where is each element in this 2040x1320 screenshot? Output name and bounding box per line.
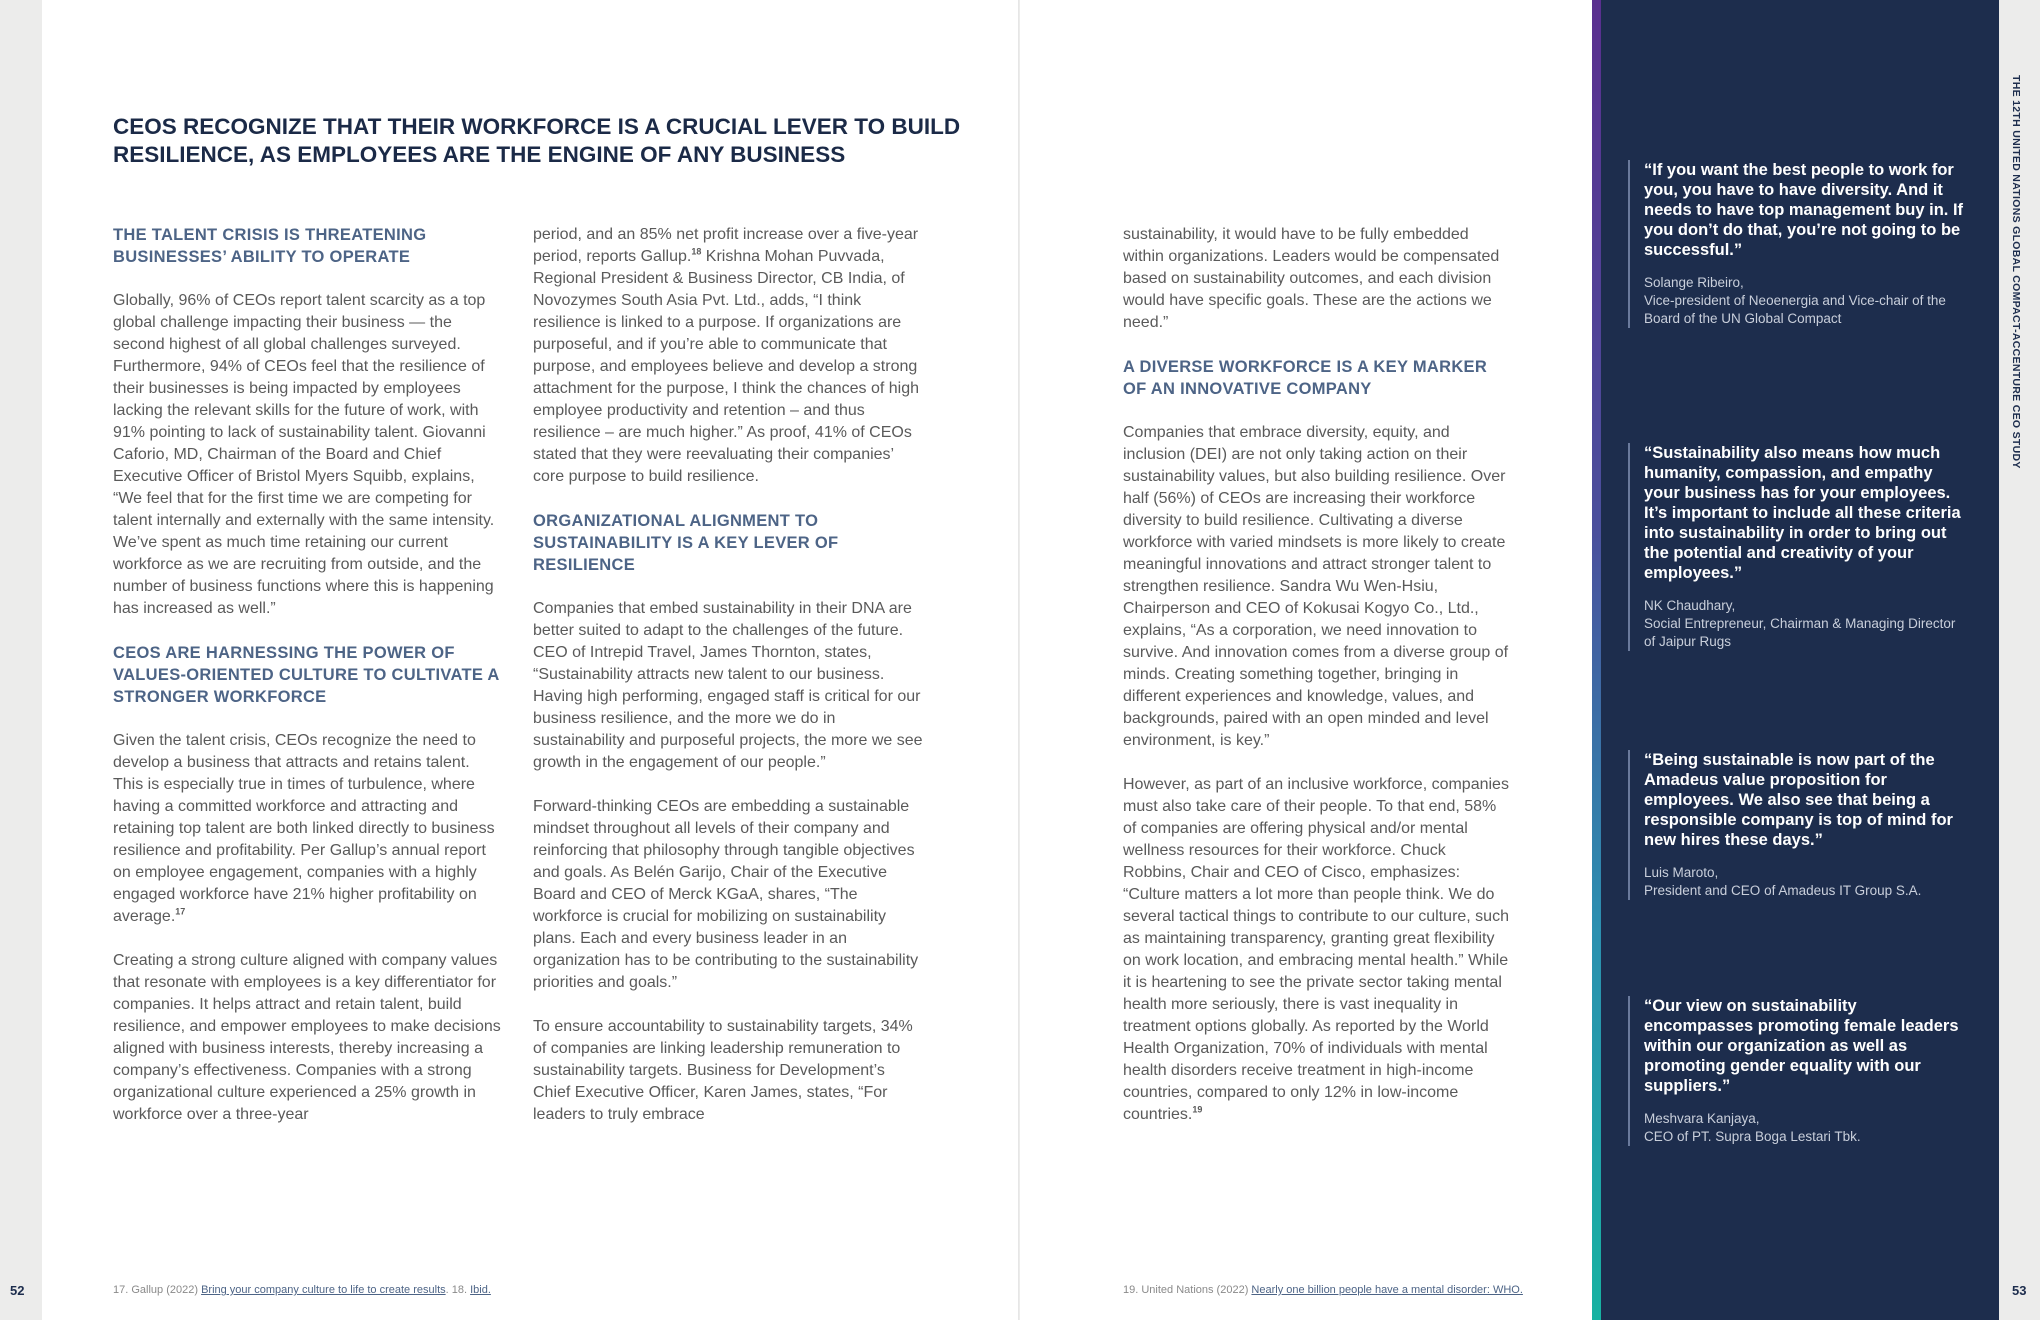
page-number-right: 53 xyxy=(2012,1283,2027,1298)
quote-attribution: Luis Maroto, President and CEO of Amadeus IT Group S.A. xyxy=(1644,865,1922,898)
footnote-ref: 19 xyxy=(1192,1104,1203,1115)
paragraph: Companies that embed sustainability in their DNA are better suited to adapt to the challenges of the future. CEO of Intrepid Travel, James Thornton, states, “Sustainability attracts new talent to our business. Having high performing, engaged staff is critical for our business resilience, and the more we do in sustainability and purposeful projects, the more we see growth in the engagement of our people.” xyxy=(533,600,923,771)
pull-quote xyxy=(1628,443,1968,651)
page-heading: CEOS RECOGNIZE THAT THEIR WORKFORCE IS A CRUCIAL LEVER TO BUILD RESILIENCE, AS EMPLOYEES ARE THE ENGINE OF ANY BUSINESS xyxy=(113,114,961,167)
paragraph: sustainability, it would have to be fully embedded within organizations. Leaders would be compensated based on sustainability outcomes, and each division would have specific goals. These are the actions we need.” xyxy=(1123,226,1500,331)
column-2 xyxy=(533,224,923,1126)
pull-quote xyxy=(1628,996,1968,1146)
quote-text: “If you want the best people to work for you, you have to have diversity. And it needs to have top management buy in. If you don’t do that, you’re not going to be successful.” xyxy=(1644,161,1964,259)
quote-text: “Sustainability also means how much humanity, compassion, and empathy your business has for your employees. It’s important to include all these criteria into sustainability in order to bring out the potential and creativity of your employees.” xyxy=(1644,444,1961,582)
footnote-left: 17. Gallup (2022) Bring your company culture to life to create results. 18. Ibid. xyxy=(113,1284,491,1296)
section-heading-org-alignment: ORGANIZATIONAL ALIGNMENT TO SUSTAINABILITY IS A KEY LEVER OF RESILIENCE xyxy=(533,512,839,574)
footnote-right: 19. United Nations (2022) Nearly one billion people have a mental disorder: WHO. xyxy=(1123,1284,1523,1296)
quote-text: “Our view on sustainability encompasses promoting female leaders within our organization as well as promoting gender equality with our suppliers.” xyxy=(1644,997,1959,1095)
paragraph: Given the talent crisis, CEOs recognize the need to develop a business that attracts and retains talent. This is especially true in times of turbulence, where having a committed workforce and attracting and retaining top talent are both linked directly to business resilience and profitability. Per Gallup’s annual report on employee engagement, companies with a highly engaged workforce have 21% higher profitability on average.$^{17}$ xyxy=(113,732,495,925)
footnote-ref: 18 xyxy=(691,246,702,257)
pull-quote xyxy=(1628,160,1968,328)
sidebar-gradient-bar xyxy=(1592,0,1601,1320)
column-3 xyxy=(1123,224,1513,1126)
quote-text: “Being sustainable is now part of the Amadeus value proposition for employees. We also see that being a responsible company is top of mind for new hires these days.” xyxy=(1644,751,1953,849)
section-heading-values-culture: CEOS ARE HARNESSING THE POWER OF VALUES-ORIENTED CULTURE TO CULTIVATE A STRONGER WORKFORCE xyxy=(113,644,500,706)
footnote-link-gallup[interactable]: Bring your company culture to life to create results xyxy=(201,1284,446,1296)
column-1 xyxy=(113,224,503,1126)
pull-quote xyxy=(1628,750,1968,900)
paragraph: Forward-thinking CEOs are embedding a sustainable mindset throughout all levels of their company and reinforcing that philosophy through tangible objectives and goals. As Belén Garijo, Chair of the Executive Board and CEO of Merck KGaA, shares, “The workforce is crucial for mobilizing on sustainability plans. Each and every business leader in an organization has to be contributing to the sustainability priorities and goals.” xyxy=(533,798,919,991)
footnote-link-ibid[interactable]: Ibid. xyxy=(470,1284,491,1296)
quote-attribution: Solange Ribeiro, Vice-president of Neoenergia and Vice-chair of the Board of the UN Global Compact xyxy=(1644,275,1946,326)
paragraph: To ensure accountability to sustainability targets, 34% of companies are linking leadership remuneration to sustainability targets. Business for Development’s Chief Executive Officer, Karen James, states, “For leaders to truly embrace xyxy=(533,1018,913,1123)
section-heading-diverse-workforce: A DIVERSE WORKFORCE IS A KEY MARKER OF AN INNOVATIVE COMPANY xyxy=(1123,358,1488,398)
quote-attribution: Meshvara Kanjaya, CEO of PT. Supra Boga Lestari Tbk. xyxy=(1644,1111,1861,1144)
paragraph: However, as part of an inclusive workforce, companies must also take care of their people. To that end, 58% of companies are offering physical and/or mental wellness resources for their workforce. Chuck Robbins, Chair and CEO of Cisco, emphasizes: “Culture matters a lot more than people think. We do several tactical things to contribute to our culture, such as maintaining transparency, granting great flexibility on work location, and embracing mental health.” While it is heartening to see the private sector taking mental health more seriously, there is vast inequality in treatment options globally. As reported by the World Health Organization, 70% of individuals with mental health disorders receive treatment in high-income countries, compared to only 12% in low-income countries.$^{19}$ xyxy=(1123,776,1509,1123)
quote-attribution: NK Chaudhary, Social Entrepreneur, Chairman & Managing Director of Jaipur Rugs xyxy=(1644,598,1956,649)
footnote-ref: 17 xyxy=(175,906,186,917)
paragraph: Companies that embrace diversity, equity, and inclusion (DEI) are not only taking action on their sustainability values, but also building resilience. Over half (56%) of CEOs are increasing their workforce diversity to build resilience. Cultivating a diverse workforce with varied mindsets is more likely to create meaningful innovations and attract stronger talent to strengthen resilience. Sandra Wu Wen-Hsiu, Chairperson and CEO of Kokusai Kogyo Co., Ltd., explains, “As a corporation, we need innovation to survive. And innovation comes from a diverse group of minds. Creating something together, bringing in different experiences and knowledge, values, and backgrounds, paired with an open minded and level environment, is key.” xyxy=(1123,424,1509,749)
section-heading-talent-crisis: THE TALENT CRISIS IS THREATENING BUSINESSES’ ABILITY TO OPERATE xyxy=(113,226,427,266)
paragraph: period, and an 85% net profit increase over a five-year period, reports Gallup.$^{18}$ Krishna Mohan Puvvada, Regional President & Business Director, CB India, of Novozymes South Asia Pvt. Ltd., adds, “I think resilience is linked to a purpose. If organizations are purposeful, and if you’re able to communicate that purpose, and employees believe and develop a strong attachment for the purpose, I think the chances of high employee productivity and retention – and thus resilience – are much higher.” As proof, 41% of CEOs stated that they were reevaluating their companies’ core purpose to build resilience. xyxy=(533,226,920,485)
paragraph: Globally, 96% of CEOs report talent scarcity as a top global challenge impacting their business — the second highest of all global challenges surveyed. Furthermore, 94% of CEOs feel that the resilience of their businesses is being impacted by employees lacking the relevant skills for the future of work, with 91% pointing to lack of sustainability talent. Giovanni Caforio, MD, Chairman of the Board and Chief Executive Officer of Bristol Myers Squibb, explains, “We feel that for the first time we are competing for talent internally and externally with the same intensity. We’ve spent as much time retaining our current workforce as we are recruiting from outside, and the number of business functions where this is happening has increased as well.” xyxy=(113,292,495,617)
paragraph: Creating a strong culture aligned with company values that resonate with employees is a key differentiator for companies. It helps attract and retain talent, build resilience, and empower employees to make decisions aligned with business interests, thereby increasing a company’s effectiveness. Companies with a strong organizational culture experienced a 25% growth in workforce over a three-year xyxy=(113,952,501,1123)
running-title: THE 12TH UNITED NATIONS GLOBAL COMPACT-ACCENTURE CEO STUDY xyxy=(2010,75,2022,469)
footnote-link-who[interactable]: Nearly one billion people have a mental disorder: WHO. xyxy=(1251,1284,1523,1296)
page-number-left: 52 xyxy=(10,1283,25,1298)
